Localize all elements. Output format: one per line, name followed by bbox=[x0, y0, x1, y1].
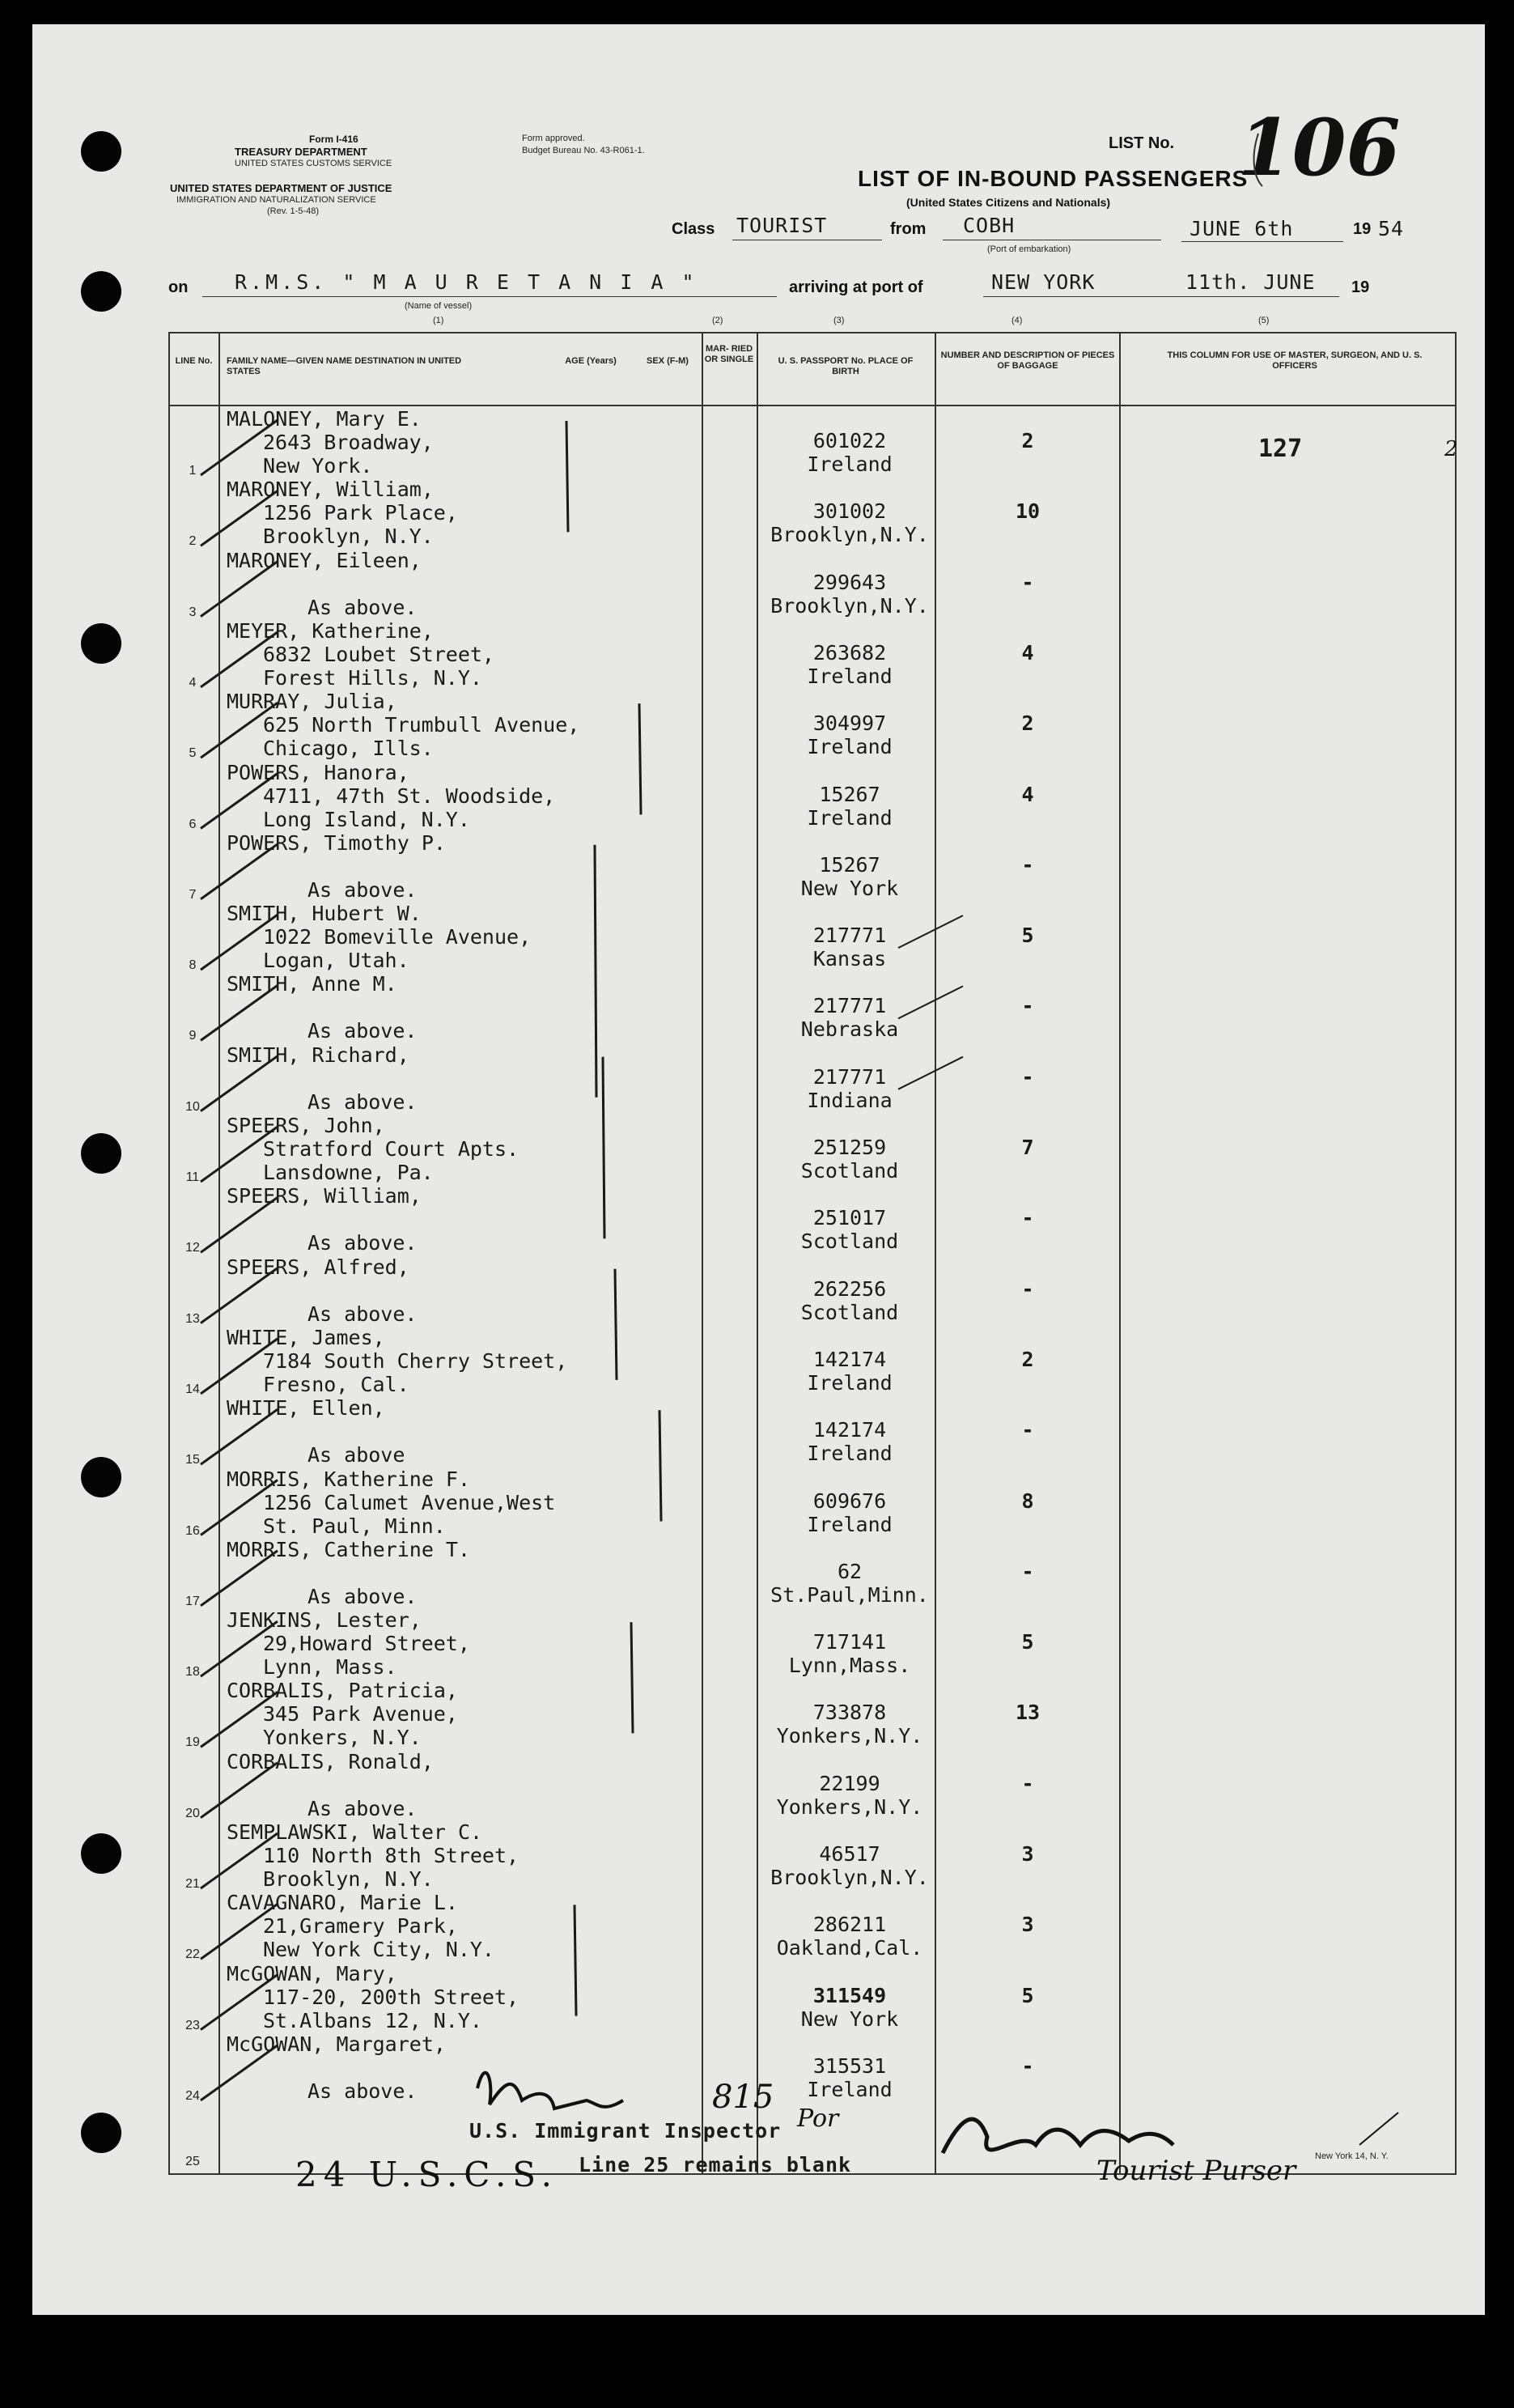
place-of-birth: St.Paul,Minn. bbox=[770, 1582, 929, 1607]
from-label: from bbox=[890, 220, 927, 238]
ins-service: IMMIGRATION AND NATURALIZATION SERVICE bbox=[176, 195, 376, 205]
passenger-address: 1256 Calumet Avenue,West bbox=[263, 1490, 556, 1514]
arrival-date: 11th. JUNE bbox=[1185, 270, 1316, 294]
passenger-address: 7184 South Cherry Street, bbox=[263, 1348, 568, 1373]
header-sex: SEX (F-M) bbox=[647, 356, 689, 366]
passenger-name: MALONEY, Mary E. bbox=[227, 407, 422, 431]
baggage-count: 5 bbox=[1021, 1630, 1034, 1654]
place-of-birth: Ireland bbox=[807, 805, 893, 830]
passport-number: 315531 bbox=[812, 2053, 887, 2078]
departure-date: JUNE 6th bbox=[1190, 217, 1294, 240]
line-number: 19 bbox=[185, 1735, 200, 1750]
passenger-name: JENKINS, Lester, bbox=[227, 1608, 422, 1633]
passenger-address: 110 North 8th Street, bbox=[263, 1844, 520, 1867]
pencil-tick bbox=[1359, 2113, 1398, 2145]
header-age: AGE (Years) bbox=[565, 356, 617, 366]
baggage-count: 8 bbox=[1021, 1489, 1034, 1513]
baggage-count: - bbox=[1021, 1771, 1034, 1795]
passport-number: 262256 bbox=[812, 1276, 887, 1301]
baggage-count: 10 bbox=[1015, 499, 1041, 524]
place-of-birth: Ireland bbox=[807, 735, 893, 759]
passport-number: 217771 bbox=[812, 924, 887, 948]
passenger-address: 1022 Bomeville Avenue, bbox=[263, 925, 532, 949]
vessel-name: R.M.S. " M A U R E T A N I A " bbox=[235, 270, 698, 294]
passenger-destination: Brooklyn, N.Y. bbox=[263, 524, 434, 549]
passenger-name: CAVAGNARO, Marie L. bbox=[227, 1891, 458, 1915]
passenger-destination: Fresno, Cal. bbox=[263, 1372, 409, 1396]
col-num-1: (1) bbox=[433, 316, 444, 325]
place-of-birth: Kansas bbox=[812, 947, 887, 971]
passenger-name: MEYER, Katherine, bbox=[227, 618, 434, 643]
family-bracket bbox=[639, 703, 641, 814]
place-of-birth: Brooklyn,N.Y. bbox=[770, 1866, 929, 1889]
check-mark bbox=[201, 632, 278, 687]
passenger-destination: Lansdowne, Pa. bbox=[263, 1161, 434, 1184]
place-of-birth: Brooklyn,N.Y. bbox=[770, 523, 929, 547]
line-number: 20 bbox=[185, 1806, 200, 1820]
check-mark bbox=[201, 420, 278, 475]
manifest-subtitle: (United States Citizens and Nationals) bbox=[906, 196, 1111, 209]
arrival-port: NEW YORK bbox=[991, 270, 1096, 294]
line-number: 14 bbox=[185, 1382, 200, 1396]
passport-number: 22199 bbox=[819, 1771, 880, 1795]
line-25-note: Line 25 remains blank bbox=[579, 2153, 852, 2177]
line-number: 21 bbox=[185, 1877, 200, 1891]
inspector-number-handwritten: 815 bbox=[712, 2079, 774, 2116]
header-name: FAMILY NAME—GIVEN NAME DESTINATION IN UNITED STATES bbox=[227, 356, 462, 376]
passenger-destination: New York City, N.Y. bbox=[263, 1938, 494, 1962]
passenger-destination: Brooklyn, N.Y. bbox=[263, 1867, 434, 1891]
passenger-address: 625 North Trumbull Avenue, bbox=[263, 713, 580, 737]
customs-service: UNITED STATES CUSTOMS SERVICE bbox=[235, 159, 392, 168]
embark-port-value: COBH bbox=[963, 214, 1016, 237]
on-label: on bbox=[168, 278, 189, 296]
passenger-destination: As above. bbox=[307, 877, 418, 902]
passenger-name: MURRAY, Julia, bbox=[227, 690, 397, 714]
form-revision: (Rev. 1-5-48) bbox=[267, 206, 319, 216]
header-line-no: LINE No. bbox=[175, 356, 213, 366]
check-mark bbox=[201, 1763, 278, 1818]
family-bracket bbox=[615, 1269, 617, 1380]
passport-number: 601022 bbox=[812, 429, 887, 452]
passport-number: 217771 bbox=[812, 1064, 887, 1089]
passenger-destination: Yonkers, N.Y. bbox=[263, 1726, 422, 1750]
place-of-birth: Scotland bbox=[800, 1229, 899, 1254]
passenger-name: CORBALIS, Ronald, bbox=[227, 1749, 434, 1773]
passenger-name: MORRIS, Katherine F. bbox=[227, 1467, 471, 1491]
passenger-address: 2643 Broadway, bbox=[263, 431, 434, 454]
col-num-2: (2) bbox=[712, 316, 723, 325]
passport-number: 301002 bbox=[812, 499, 887, 524]
check-mark bbox=[201, 1621, 278, 1676]
header-baggage: NUMBER AND DESCRIPTION OF PIECES OF BAGGAGE bbox=[940, 350, 1115, 371]
check-mark bbox=[201, 1268, 278, 1323]
passenger-destination: Logan, Utah. bbox=[263, 949, 409, 973]
treasury-dept: TREASURY DEPARTMENT bbox=[235, 146, 367, 158]
line-number: 6 bbox=[189, 817, 197, 831]
check-mark bbox=[201, 1339, 278, 1394]
family-bracket bbox=[603, 1057, 604, 1239]
line-number: 11 bbox=[185, 1170, 200, 1184]
passport-number: 15267 bbox=[819, 852, 880, 877]
baggage-count: - bbox=[1021, 570, 1034, 594]
list-no-label: LIST No. bbox=[1109, 134, 1175, 152]
place-of-birth: Yonkers,N.Y. bbox=[776, 1794, 923, 1819]
passport-number: 299643 bbox=[812, 570, 887, 594]
place-of-birth: Yonkers,N.Y. bbox=[776, 1724, 923, 1748]
passenger-destination: As above. bbox=[307, 2079, 418, 2103]
purser-handwritten: Tourist Purser bbox=[1096, 2155, 1296, 2187]
passenger-name: McGOWAN, Margaret, bbox=[227, 2032, 446, 2056]
line-number: 10 bbox=[185, 1099, 200, 1114]
check-mark bbox=[201, 915, 278, 970]
line-number: 9 bbox=[189, 1029, 197, 1043]
year-prefix: 19 bbox=[1353, 220, 1372, 238]
passport-number: 311549 bbox=[812, 1983, 887, 2007]
place-of-birth: Scotland bbox=[800, 1159, 899, 1183]
line-number: 24 bbox=[185, 2088, 200, 2103]
passenger-destination: Long Island, N.Y. bbox=[263, 807, 470, 831]
passenger-name: SEMPLAWSKI, Walter C. bbox=[227, 1820, 483, 1844]
passenger-destination: Chicago, Ills. bbox=[263, 737, 434, 761]
check-mark bbox=[201, 1833, 278, 1888]
passenger-address: 6832 Loubet Street, bbox=[263, 642, 494, 666]
passenger-address: 117-20, 200th Street, bbox=[263, 1985, 520, 2009]
passenger-name: SPEERS, Alfred, bbox=[227, 1255, 409, 1279]
line-number: 5 bbox=[189, 746, 197, 761]
check-mark bbox=[201, 1127, 278, 1182]
passport-number: 717141 bbox=[812, 1630, 887, 1654]
passport-tick bbox=[898, 1057, 963, 1089]
place-of-birth: Nebraska bbox=[800, 1017, 899, 1042]
passport-number: 46517 bbox=[819, 1842, 880, 1866]
baggage-count: - bbox=[1021, 2053, 1034, 2078]
passenger-name: SMITH, Anne M. bbox=[227, 972, 397, 996]
passenger-address: 4711, 47th St. Woodside, bbox=[263, 784, 556, 808]
col-num-3: (3) bbox=[833, 316, 845, 325]
header-officers: THIS COLUMN FOR USE OF MASTER, SURGEON, AND U. S. OFFICERS bbox=[1167, 350, 1423, 371]
passenger-destination: As above bbox=[307, 1443, 405, 1467]
form-number: Form I-416 bbox=[309, 134, 358, 145]
passenger-name: SPEERS, John, bbox=[227, 1114, 385, 1137]
justice-dept: UNITED STATES DEPARTMENT OF JUSTICE bbox=[170, 182, 392, 194]
baggage-count: 2 bbox=[1021, 429, 1034, 452]
place-of-birth: Scotland bbox=[800, 1300, 899, 1324]
line-number: 13 bbox=[185, 1311, 200, 1326]
baggage-count: - bbox=[1021, 852, 1034, 877]
passport-number: 251259 bbox=[812, 1136, 887, 1159]
passenger-address: 345 Park Avenue, bbox=[263, 1702, 458, 1726]
family-bracket bbox=[575, 1905, 576, 2015]
passenger-destination: Lynn, Mass. bbox=[263, 1655, 397, 1680]
header-passport: U. S. PASSPORT No. PLACE OF BIRTH bbox=[778, 356, 914, 376]
line-number: 7 bbox=[189, 887, 197, 902]
passenger-name: McGOWAN, Mary, bbox=[227, 1961, 397, 1985]
passenger-destination: As above. bbox=[307, 1231, 418, 1255]
passenger-name: SMITH, Hubert W. bbox=[227, 902, 422, 926]
passenger-destination: St. Paul, Minn. bbox=[263, 1514, 446, 1538]
passport-number: 15267 bbox=[819, 782, 880, 806]
family-bracket bbox=[595, 845, 596, 1098]
line-number: 3 bbox=[189, 605, 197, 619]
passenger-name: MARONEY, Eileen, bbox=[227, 548, 422, 572]
place-of-birth: Indiana bbox=[807, 1088, 893, 1112]
passenger-address: 29,Howard Street, bbox=[263, 1632, 470, 1656]
passport-number: 304997 bbox=[812, 711, 887, 736]
baggage-count: 4 bbox=[1021, 782, 1034, 806]
place-of-birth: Ireland bbox=[807, 1370, 893, 1395]
check-mark bbox=[201, 1692, 278, 1747]
line-number: 23 bbox=[185, 2018, 200, 2032]
pencil-mark bbox=[1254, 134, 1262, 186]
family-bracket bbox=[631, 1622, 633, 1733]
manifest-title: LIST OF IN-BOUND PASSENGERS bbox=[858, 166, 1249, 191]
passenger-name: SMITH, Richard, bbox=[227, 1043, 409, 1067]
class-value: TOURIST bbox=[736, 214, 828, 237]
place-of-birth: Ireland bbox=[807, 1442, 893, 1466]
passenger-name: POWERS, Hanora, bbox=[227, 760, 409, 784]
passport-number: 217771 bbox=[812, 994, 887, 1018]
line-number: 22 bbox=[185, 1947, 200, 1962]
passport-number: 263682 bbox=[812, 640, 887, 665]
passenger-destination: Forest Hills, N.Y. bbox=[263, 665, 482, 690]
check-mark bbox=[201, 774, 278, 829]
baggage-count: 4 bbox=[1021, 640, 1034, 665]
purser-signature bbox=[943, 2119, 1173, 2153]
place-of-birth: Ireland bbox=[807, 664, 893, 688]
line-number: 18 bbox=[185, 1665, 200, 1680]
inspector-signature bbox=[477, 2073, 623, 2109]
baggage-count: 13 bbox=[1015, 1701, 1041, 1725]
passport-number: 62 bbox=[837, 1559, 863, 1583]
check-mark bbox=[201, 703, 278, 758]
passport-number: 142174 bbox=[812, 1347, 887, 1371]
baggage-count: - bbox=[1021, 1418, 1034, 1442]
passenger-address: 1256 Park Place, bbox=[263, 501, 458, 525]
passenger-name: WHITE, James, bbox=[227, 1325, 385, 1349]
passenger-destination: St.Albans 12, N.Y. bbox=[263, 2008, 482, 2032]
line-number-25: 25 bbox=[185, 2155, 200, 2168]
passport-number: 142174 bbox=[812, 1418, 887, 1442]
place-of-birth: Oakland,Cal. bbox=[776, 1936, 923, 1960]
passport-tick bbox=[898, 986, 963, 1018]
list-number-handwritten: 106 bbox=[1238, 102, 1401, 193]
place-of-birth: New York bbox=[800, 2007, 899, 2031]
passenger-destination: As above. bbox=[307, 1019, 418, 1043]
baggage-count: 7 bbox=[1021, 1136, 1034, 1159]
line-number: 1 bbox=[189, 464, 197, 478]
passenger-destination: As above. bbox=[307, 595, 418, 619]
check-mark bbox=[201, 844, 278, 899]
passenger-destination: New York. bbox=[263, 454, 373, 478]
baggage-count: 3 bbox=[1021, 1842, 1034, 1866]
place-of-birth: Ireland bbox=[807, 2077, 893, 2101]
col-num-5: (5) bbox=[1258, 316, 1270, 325]
passenger-name: POWERS, Timothy P. bbox=[227, 830, 446, 855]
header-married: MAR- RIED OR SINGLE bbox=[704, 344, 754, 364]
passenger-address: Stratford Court Apts. bbox=[263, 1137, 520, 1161]
place-of-birth: New York bbox=[800, 876, 899, 900]
officer-note: 127 bbox=[1258, 435, 1303, 463]
baggage-count: - bbox=[1021, 1276, 1034, 1301]
passenger-destination: As above. bbox=[307, 1584, 418, 1608]
place-of-birth: Lynn,Mass. bbox=[788, 1654, 911, 1678]
passenger-name: MORRIS, Catherine T. bbox=[227, 1537, 471, 1561]
baggage-count: 2 bbox=[1021, 711, 1034, 736]
check-mark bbox=[201, 1480, 278, 1535]
arrival-year-prefix: 19 bbox=[1351, 278, 1370, 296]
passport-number: 733878 bbox=[812, 1701, 887, 1725]
embark-caption: (Port of embarkation) bbox=[987, 244, 1071, 254]
place-of-birth: Ireland bbox=[807, 452, 893, 476]
immigrant-inspector-label: U.S. Immigrant Inspector bbox=[469, 2119, 782, 2143]
baggage-count: 5 bbox=[1021, 1983, 1034, 2007]
class-label: Class bbox=[672, 220, 715, 238]
place-of-birth: Ireland bbox=[807, 1512, 893, 1536]
passenger-destination: As above. bbox=[307, 1302, 418, 1326]
year-value: 54 bbox=[1378, 217, 1405, 240]
baggage-count: 5 bbox=[1021, 924, 1034, 948]
line-number: 16 bbox=[185, 1523, 200, 1538]
check-mark bbox=[201, 1056, 278, 1111]
passenger-address: 21,Gramery Park, bbox=[263, 1914, 458, 1939]
place-of-birth: Brooklyn,N.Y. bbox=[770, 593, 929, 618]
passenger-name: MARONEY, William, bbox=[227, 478, 434, 502]
line-number: 17 bbox=[185, 1594, 200, 1608]
passenger-name: WHITE, Ellen, bbox=[227, 1396, 385, 1421]
printer-imprint: New York 14, N. Y. bbox=[1315, 2151, 1389, 2161]
budget-bureau: Budget Bureau No. 43-R061-1. bbox=[522, 146, 645, 155]
baggage-count: 3 bbox=[1021, 1913, 1034, 1937]
passport-tick bbox=[898, 915, 963, 948]
check-mark bbox=[201, 1197, 278, 1252]
baggage-count: - bbox=[1021, 1206, 1034, 1230]
passenger-destination: As above. bbox=[307, 1796, 418, 1820]
line-number: 2 bbox=[189, 534, 197, 549]
line-number: 4 bbox=[189, 675, 197, 690]
baggage-count: - bbox=[1021, 994, 1034, 1018]
passenger-name: CORBALIS, Patricia, bbox=[227, 1679, 458, 1703]
arriving-label: arriving at port of bbox=[789, 278, 923, 296]
vessel-caption: (Name of vessel) bbox=[405, 301, 473, 311]
inspector-por-handwritten: Por bbox=[797, 2104, 839, 2133]
check-mark bbox=[201, 1551, 278, 1606]
line-number: 12 bbox=[185, 1241, 200, 1255]
family-bracket bbox=[566, 421, 568, 532]
passport-number: 609676 bbox=[812, 1489, 887, 1513]
passenger-name: SPEERS, William, bbox=[227, 1184, 422, 1208]
check-mark bbox=[201, 2045, 278, 2100]
check-mark bbox=[201, 1975, 278, 2030]
baggage-count: - bbox=[1021, 1559, 1034, 1583]
margin-mark: 2 bbox=[1444, 437, 1458, 461]
line-number: 15 bbox=[185, 1453, 200, 1467]
passport-number: 286211 bbox=[812, 1913, 887, 1937]
check-mark bbox=[201, 985, 278, 1040]
check-mark bbox=[201, 491, 278, 546]
uscs-count-handwritten: 24 U.S.C.S. bbox=[295, 2155, 558, 2194]
passport-number: 251017 bbox=[812, 1206, 887, 1230]
col-num-4: (4) bbox=[1011, 316, 1023, 325]
check-mark bbox=[201, 1409, 278, 1464]
form-approved: Form approved. bbox=[522, 134, 585, 143]
baggage-count: 2 bbox=[1021, 1347, 1034, 1371]
passenger-destination: As above. bbox=[307, 1089, 418, 1114]
family-bracket bbox=[659, 1410, 661, 1521]
baggage-count: - bbox=[1021, 1064, 1034, 1089]
check-mark bbox=[201, 1904, 278, 1959]
line-number: 8 bbox=[189, 958, 197, 973]
check-mark bbox=[201, 562, 278, 617]
